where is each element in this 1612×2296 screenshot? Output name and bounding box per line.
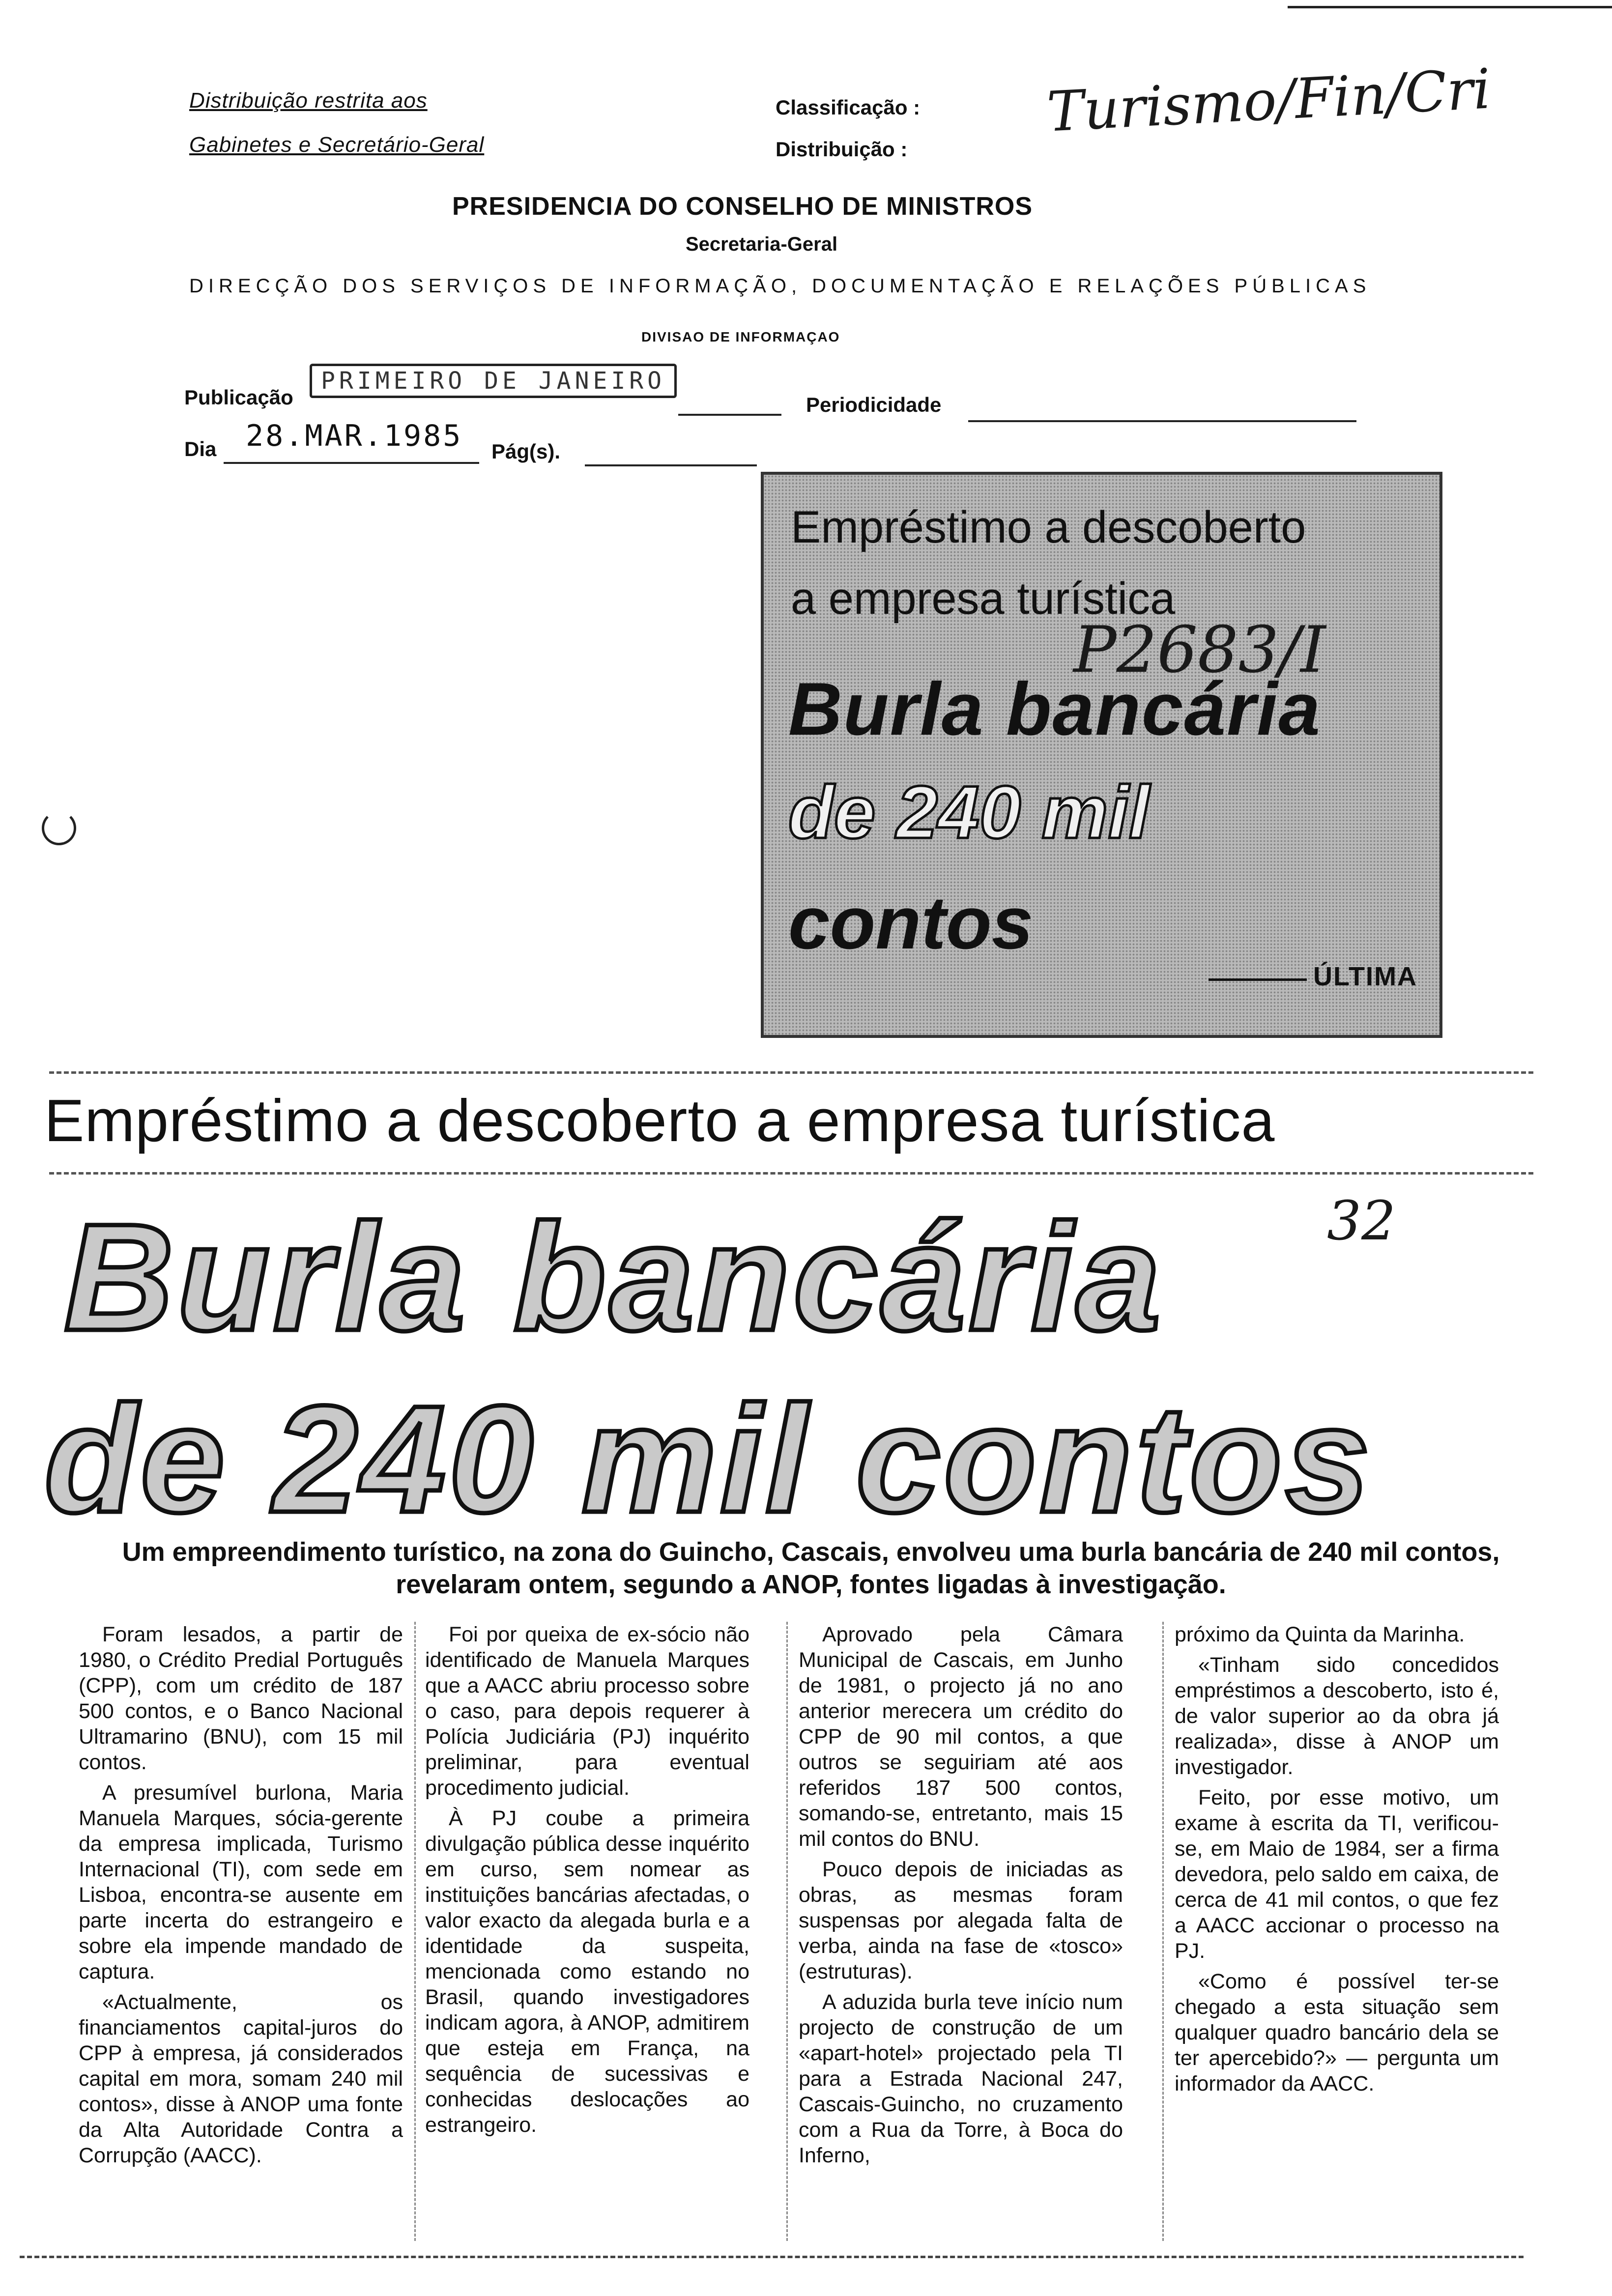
clipping-source: ÚLTIMA: [1313, 962, 1417, 991]
periodicity-underline: [968, 420, 1356, 422]
kicker-underline: [49, 1172, 1533, 1175]
paragraph: «Actualmente, os financiamentos capital-juros do CPP à empresa, já considerados capital em mora, somam 240 mil contos», disse à ANOP uma fonte da Alta Autoridade Contra a Corrupção (AACC).: [79, 1990, 403, 2167]
clipping-kicker-line-1: Empréstimo a descoberto: [791, 502, 1306, 552]
publication-stamp: PRIMEIRO DE JANEIRO: [310, 364, 677, 398]
column-separator: [786, 1622, 788, 2241]
punch-hole-mark: [42, 811, 76, 845]
article-column-4: [1175, 1622, 1499, 2101]
paragraph: Aprovado pela Câmara Municipal de Cascais, em Junho de 1981, o projecto já no ano anterior merecera um crédito do CPP de 90 mil contos, a que outros se seguiriam até aos referidos 187 500 contos, somando-se, entretanto, mais 15 mil contos do BNU.: [799, 1623, 1123, 1851]
publication-underline: [678, 414, 781, 416]
ministry-title: PRESIDENCIA DO CONSELHO DE MINISTROS: [452, 192, 1033, 221]
clipping-headline-line-3: contos: [788, 881, 1034, 965]
top-edge-rule: [1288, 6, 1612, 8]
paragraph: Feito, por esse motivo, um exame à escrita da TI, verificou-se, em Maio de 1984, ser a firma devedora, pelo saldo em caixa, de cerca de 41 mil contos, o que fez a AACC accionar o processo na PJ.: [1175, 1786, 1499, 1963]
clipping-handwritten-ref: P2683/I: [1073, 612, 1326, 687]
article-column-2: [425, 1622, 749, 2143]
paragraph: Foram lesados, a partir de 1980, o Crédito Predial Português (CPP), com um crédito de 187 500 contos, e o Banco Nacional Ultramarino (BNU), com 15 mil contos.: [79, 1623, 403, 1774]
paragraph: «Como é possível ter-se chegado a esta situação sem qualquer quadro bancário dela se ter apercebido?» — pergunta um informador da AACC.: [1175, 1970, 1499, 2095]
handwritten-page-number: 32: [1327, 1189, 1396, 1252]
article-top-rule: [49, 1071, 1533, 1074]
clipping-source-dash: [1209, 978, 1307, 981]
clipping-kicker-line-2: a empresa turística: [791, 574, 1176, 624]
article-headline-line-1: Burla bancária: [64, 1192, 1164, 1362]
distribution-label: Distribuição :: [776, 138, 908, 161]
date-underline: [224, 462, 479, 464]
date-stamp: 28.MAR.1985: [246, 419, 463, 453]
directorate-title: DIRECÇÃO DOS SERVIÇOS DE INFORMAÇÃO, DOCUMENTAÇÃO E RELAÇÕES PÚBLICAS: [189, 275, 1371, 297]
article-column-3: [799, 1622, 1123, 2173]
paragraph: A aduzida burla teve início num projecto de construção de um «apart-hotel» projectado pela TI para a Estrada Nacional 247, Cascais-Guincho, no cruzamento com a Rua da Torre, à Boca do Inferno,: [799, 1990, 1123, 2167]
secretariat-title: Secretaria-Geral: [686, 233, 838, 255]
clipping-headline-line-1: Burla bancária: [788, 667, 1321, 751]
pages-underline: [585, 464, 757, 466]
article-kicker: Empréstimo a descoberto a empresa turística: [44, 1087, 1275, 1154]
clipping-headline-line-2: de 240 mil: [788, 771, 1150, 854]
publication-label: Publicação: [184, 386, 293, 409]
article-lede: Um empreendimento turístico, na zona do Guincho, Cascais, envolveu uma burla bancária de 240 mil contos, revelaram ontem, segundo a ANOP, fontes ligadas à investigação.: [122, 1537, 1500, 1599]
column-separator: [414, 1622, 416, 2241]
paragraph: próximo da Quinta da Marinha.: [1175, 1623, 1465, 1646]
day-label: Dia: [184, 437, 217, 460]
handwritten-classification: Turismo/Fin/Cri: [1045, 57, 1493, 144]
article-bottom-rule: [20, 2256, 1524, 2258]
paragraph: Foi por queixa de ex-sócio não identificado de Manuela Marques que a AACC abriu processo sobre o caso, para depois requerer à Polícia Judiciária (PJ) inquérito preliminar, para eventual procedimento judicial.: [425, 1623, 749, 1800]
column-separator: [1162, 1622, 1164, 2241]
pages-label: Pág(s).: [491, 440, 561, 463]
distribution-line-2: Gabinetes e Secretário-Geral: [189, 133, 485, 157]
paragraph: À PJ coube a primeira divulgação pública desse inquérito em curso, sem nomear as instituições bancárias afectadas, o valor exacto da alegada burla e a identidade da suspeita, mencionada como estando no Brasil, quando investigadores indicam agora, à ANOP, admitirem que esteja em França, na sequência de sucessivas e conhecidas deslocações ao estrangeiro.: [425, 1807, 749, 2137]
article-column-1: [79, 1622, 403, 2173]
paragraph: «Tinham sido concedidos empréstimos a descoberto, isto é, de valor superior ao da obra já realizada», disse à ANOP um investigador.: [1175, 1653, 1499, 1779]
paragraph: Pouco depois de iniciadas as obras, as mesmas foram suspensas por alegada falta de verba, ainda na fase de «tosco» (estruturas).: [799, 1858, 1123, 1983]
clipping-box: [761, 472, 1442, 1038]
division-title: DIVISAO DE INFORMAÇAO: [641, 329, 840, 344]
paragraph: A presumível burlona, Maria Manuela Marques, sócia-gerente da empresa implicada, Turismo Internacional (TI), com sede em Lisboa, encontra-se ausente em parte incerta do estrangeiro e sobre ela impende mandado de captura.: [79, 1781, 403, 1983]
distribution-line-1: Distribuição restrita aos: [189, 88, 428, 113]
periodicity-label: Periodicidade: [806, 393, 942, 416]
classification-label: Classificação :: [776, 96, 921, 119]
article-headline-line-2: de 240 mil contos: [44, 1374, 1373, 1544]
